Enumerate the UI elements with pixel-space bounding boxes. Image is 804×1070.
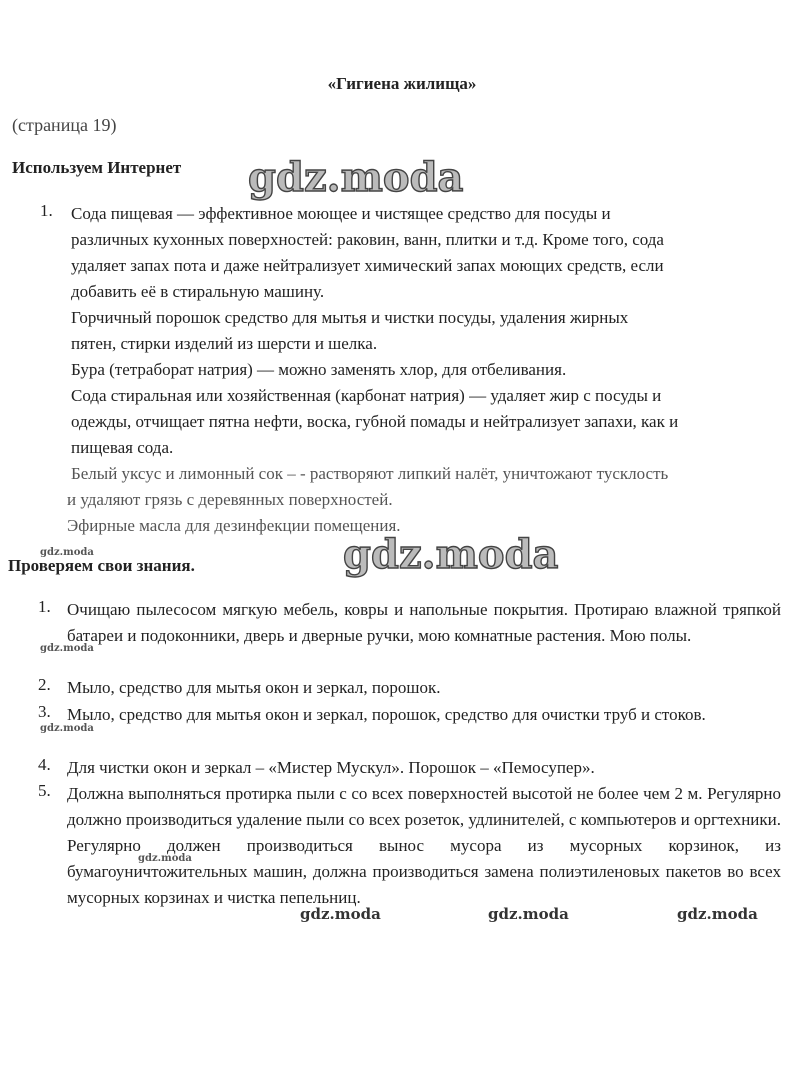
text-line: и удаляют грязь с деревянных поверхностей. — [67, 490, 393, 509]
watermark-small: gdz.moda — [40, 547, 94, 558]
list-item: Должна выполняться протирка пыли с со всех поверхностей высотой не более чем 2 м. Регулярно должно производиться удаление пыли со всех розеток, удлинителей, с компьютеров и оргтехники. Регулярно должен производиться вынос мусора из мусорных корзинок, из бумагоуничтожительных машин, должна производиться замена полиэтиленовых пакетов во всех мусорных корзинах и чистка пепельниц. — [67, 784, 781, 907]
list-item-number: 5. — [38, 781, 51, 800]
list-item: Мыло, средство для мытья окон и зеркал, порошок, средство для очистки труб и стоков. — [67, 705, 706, 724]
page-title: «Гигиена жилища» — [327, 74, 477, 93]
watermark-mid: gdz.moda — [488, 905, 569, 923]
text-line: различных кухонных поверхностей: раковин, ванн, плитки и т.д. Кроме того, сода — [71, 230, 664, 249]
text-line: Горчичный порошок средство для мытья и чистки посуды, удаления жирных — [71, 308, 629, 327]
watermark-mid: gdz.moda — [300, 905, 381, 923]
text-line: одежды, отчищает пятна нефти, воска, губной помады и нейтрализует запахи, как и — [71, 412, 679, 431]
list-item-number: 1. — [38, 597, 51, 616]
text-line: Сода стиральная или хозяйственная (карбонат натрия) — удаляет жир с посуды и — [71, 386, 662, 405]
watermark-logo: gdz.moda — [343, 531, 559, 578]
list-item-number: 3. — [38, 702, 51, 721]
section-heading-check-knowledge: Проверяем свои знания. — [8, 556, 195, 575]
list-item: Мыло, средство для мытья окон и зеркал, порошок. — [67, 678, 441, 697]
watermark-small: gdz.moda — [40, 723, 94, 734]
watermark-logo: gdz.moda — [248, 154, 464, 201]
text-line: добавить её в стиральную машину. — [71, 282, 325, 301]
text-line: Эфирные масла для дезинфекции помещения. — [67, 516, 401, 535]
watermark-small: gdz.moda — [40, 643, 94, 654]
text-line: пищевая сода. — [71, 438, 174, 457]
text-line: Сода пищевая — эффективное моющее и чистящее средство для посуды и — [71, 204, 611, 223]
list-item-number: 4. — [38, 755, 51, 774]
list-item: Очищаю пылесосом мягкую мебель, ковры и напольные покрытия. Протираю влажной тряпкой батареи и подоконники, дверь и дверные ручки, мою комнатные растения. Мою полы. — [67, 600, 781, 645]
section-heading-internet: Используем Интернет — [12, 158, 182, 177]
text-line: Белый уксус и лимонный сок – - растворяют липкий налёт, уничтожают тусклость — [71, 464, 669, 483]
section1-paragraphs — [67, 201, 679, 539]
text-line: пятен, стирки изделий из шерсти и шелка. — [71, 334, 378, 353]
section1-item-number: 1. — [40, 201, 53, 220]
watermark-small: gdz.moda — [138, 853, 192, 864]
watermark-mid: gdz.moda — [677, 905, 758, 923]
text-line: Бура (тетраборат натрия) — можно заменять хлор, для отбеливания. — [71, 360, 567, 379]
list-item: Для чистки окон и зеркал – «Мистер Мускул». Порошок – «Пемосупер». — [67, 758, 595, 777]
list-item-number: 2. — [38, 675, 51, 694]
page-reference: (страница 19) — [12, 115, 117, 135]
text-line: удаляет запах пота и даже нейтрализует химический запах моющих средств, если — [71, 256, 664, 275]
